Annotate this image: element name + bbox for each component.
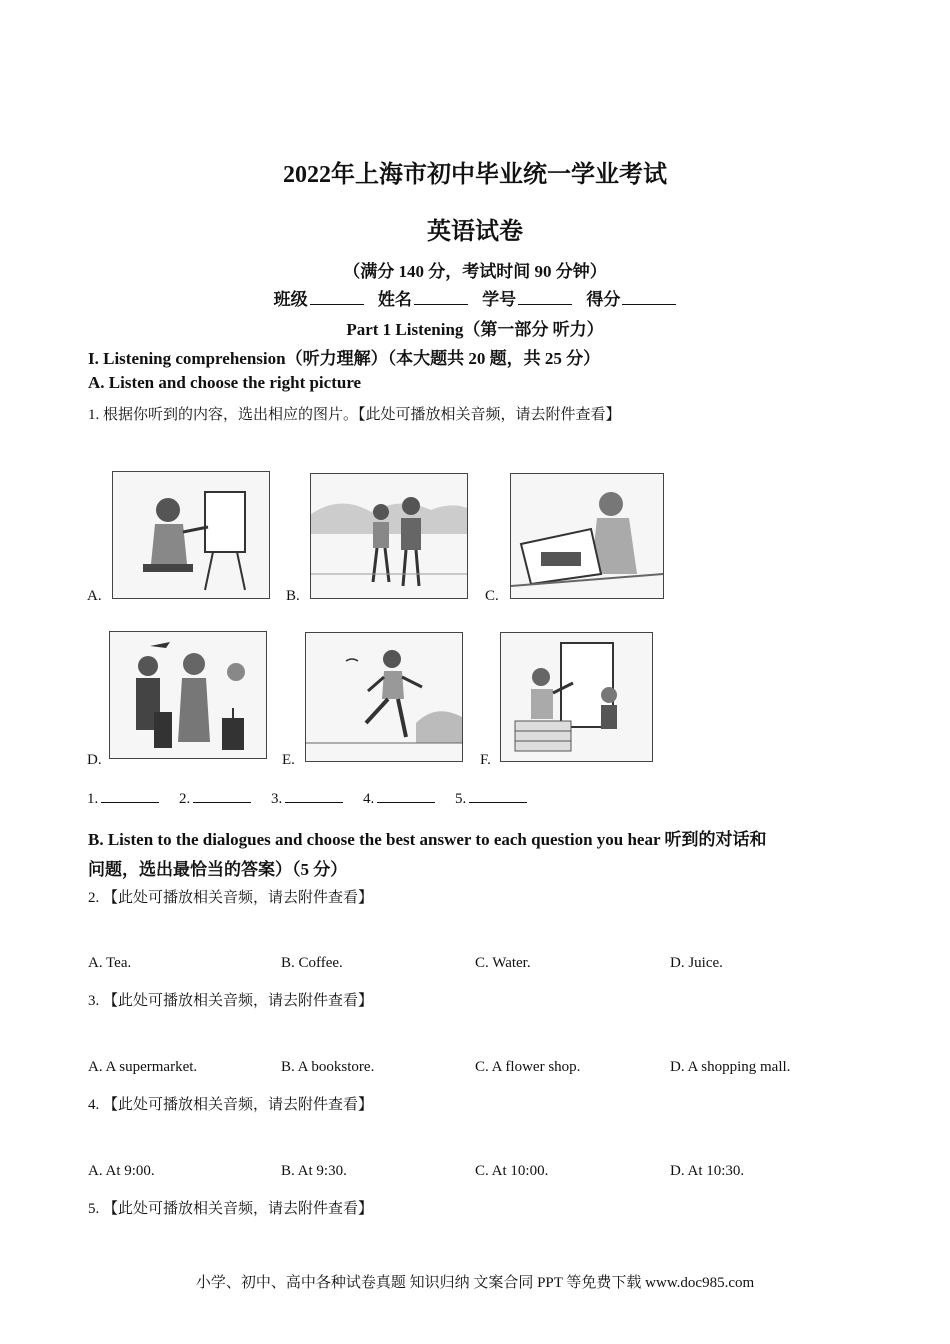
picture-a-label: A.: [87, 588, 102, 604]
answer-slot-blank[interactable]: [285, 801, 343, 803]
q3-option-c[interactable]: C. A flower shop.: [475, 1059, 581, 1075]
picture-c-label: C.: [485, 588, 499, 604]
answer-slot-blank[interactable]: [193, 801, 251, 803]
part1-heading: Part 1 Listening（第一部分 听力）: [346, 320, 604, 339]
question-5-prompt: 5. 【此处可播放相关音频，请去附件查看】: [88, 1201, 374, 1217]
girl-painting-picture: [112, 471, 270, 599]
q4-option-a[interactable]: A. At 9:00.: [88, 1163, 155, 1179]
section-a-heading: A. Listen and choose the right picture: [88, 373, 362, 392]
picture-d-label: D.: [87, 752, 102, 768]
answer-slot-label: 3.: [271, 791, 283, 807]
name-field-label: 姓名: [377, 290, 412, 309]
picture-f-label: F.: [480, 752, 491, 768]
class-field-label: 班级: [273, 290, 308, 309]
score-field-label: 得分: [586, 290, 621, 309]
q4-option-c[interactable]: C. At 10:00.: [475, 1163, 549, 1179]
exam-subtitle: 英语试卷: [427, 219, 523, 245]
picture-e-label: E.: [282, 752, 295, 768]
travellers-with-luggage-picture: [109, 631, 267, 759]
name-blank[interactable]: [414, 303, 468, 305]
q2-option-b[interactable]: B. Coffee.: [281, 955, 343, 971]
page-footer: 小学、初中、高中各种试卷真题 知识归纳 文案合同 PPT 等免费下载 www.doc985.com: [195, 1275, 755, 1291]
section-1-heading: I. Listening comprehension（听力理解）（本大题共 20 题，共 25 分）: [88, 349, 601, 368]
q3-option-b[interactable]: B. A bookstore.: [281, 1059, 375, 1075]
q4-option-d[interactable]: D. At 10:30.: [670, 1163, 745, 1179]
section-b-heading-cont: 问题，选出最恰当的答案）（5 分）: [88, 860, 348, 879]
q4-option-b[interactable]: B. At 9:30.: [281, 1163, 347, 1179]
question-1-prompt: 1. 根据你听到的内容，选出相应的图片。【此处可播放相关音频，请去附件查看】: [88, 407, 621, 423]
q2-option-a[interactable]: A. Tea.: [88, 955, 132, 971]
question-4-prompt: 4. 【此处可播放相关音频，请去附件查看】: [88, 1097, 374, 1113]
question-2-prompt: 2. 【此处可播放相关音频，请去附件查看】: [88, 890, 374, 906]
q3-option-d[interactable]: D. A shopping mall.: [670, 1059, 791, 1075]
kids-at-door-picture: [500, 632, 653, 762]
exam-note: （满分 140 分，考试时间 90 分钟）: [343, 262, 607, 281]
student-id-field-label: 学号: [482, 290, 517, 309]
exam-title: 2022年上海市初中毕业统一学业考试: [283, 162, 667, 188]
answer-slot-blank[interactable]: [377, 801, 435, 803]
q2-option-d[interactable]: D. Juice.: [670, 955, 723, 971]
children-walking-picture: [310, 473, 468, 599]
question-1-answer-blanks: [87, 791, 543, 808]
student-id-blank[interactable]: [518, 303, 572, 305]
man-at-computer-picture: [510, 473, 664, 599]
answer-slot-label: 1.: [87, 791, 99, 807]
answer-slot-label: 4.: [363, 791, 375, 807]
q2-option-c[interactable]: C. Water.: [475, 955, 531, 971]
boy-running-picture: [305, 632, 463, 762]
answer-slot-label: 5.: [455, 791, 467, 807]
class-blank[interactable]: [310, 303, 364, 305]
q3-option-a[interactable]: A. A supermarket.: [88, 1059, 198, 1075]
picture-b-label: B.: [286, 588, 300, 604]
section-b-heading: B. Listen to the dialogues and choose the best answer to each question you hear 听到的对话和: [88, 830, 767, 849]
question-3-prompt: 3. 【此处可播放相关音频，请去附件查看】: [88, 993, 374, 1009]
score-blank[interactable]: [622, 303, 676, 305]
answer-slot-label: 2.: [179, 791, 191, 807]
answer-slot-blank[interactable]: [469, 801, 527, 803]
answer-slot-blank[interactable]: [101, 801, 159, 803]
student-info-fields: [0, 285, 950, 310]
